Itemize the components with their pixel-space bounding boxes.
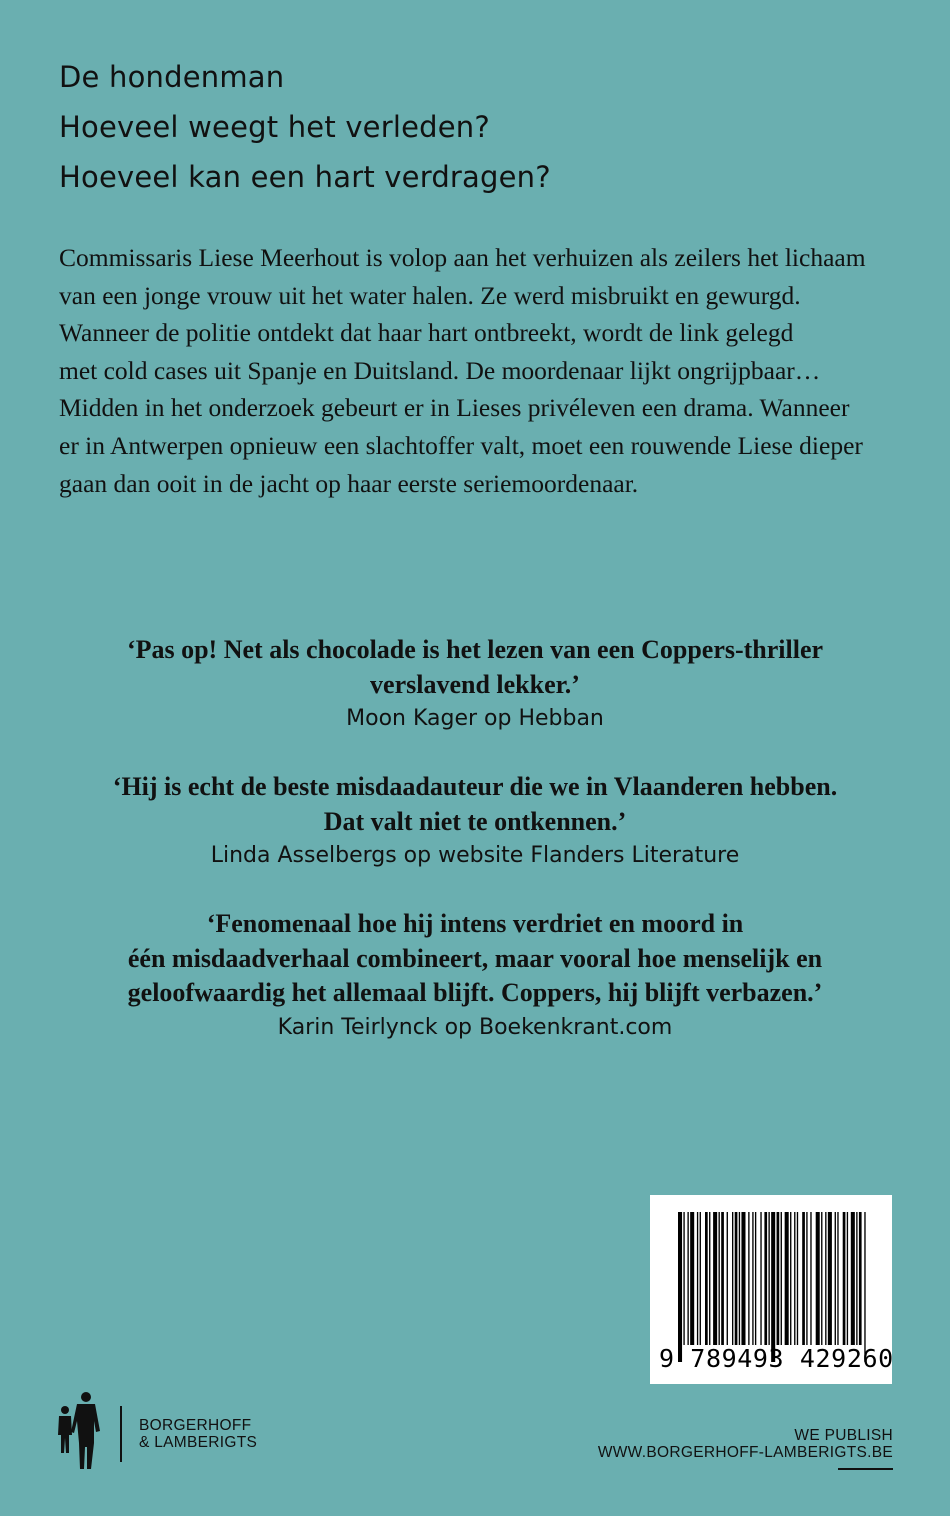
isbn-barcode [650, 1195, 892, 1384]
barcode-bar [835, 1212, 836, 1345]
review-quote [0, 770, 950, 873]
barcode-bar [851, 1212, 855, 1345]
review-quote [0, 907, 950, 1045]
barcode-bar [802, 1212, 805, 1345]
barcode-bar [719, 1212, 720, 1345]
barcode-bar [843, 1212, 846, 1345]
quote-line: ‘Fenomenaal hoe hij intens verdriet en moord in [206, 909, 744, 938]
publisher-line-1: BORGERHOFF [139, 1417, 252, 1434]
barcode-bar [790, 1212, 791, 1345]
publisher-website [598, 1427, 893, 1461]
barcode-bar [690, 1212, 694, 1345]
barcode-bar [760, 1212, 761, 1345]
barcode-bar [847, 1212, 848, 1345]
two-men-silhouette-icon [56, 1391, 104, 1471]
quote-text [0, 770, 950, 839]
barcode-bar [755, 1212, 756, 1345]
barcode-bar [697, 1212, 698, 1345]
barcode-bar [735, 1212, 738, 1345]
quote-text [0, 633, 950, 702]
barcode-bar [856, 1212, 857, 1345]
quote-text [0, 907, 950, 1011]
barcode-bar [825, 1212, 826, 1345]
blurb-line: van een jonge vrouw uit het water halen. Ze werd misbruikt en gewurgd. [59, 280, 801, 310]
blurb-line: Commissaris Liese Meerhout is volop aan het verhuizen als zeilers het lichaam [59, 243, 866, 272]
we-publish-tagline: WE PUBLISH [794, 1427, 893, 1444]
review-quotes [0, 633, 950, 1079]
logo-divider [120, 1406, 122, 1462]
blurb-line: er in Antwerpen opnieuw een slachtoffer valt, moet een rouwende Liese dieper [59, 430, 863, 460]
barcode-bar [785, 1212, 789, 1345]
barcode-bar [709, 1212, 710, 1345]
barcode-bar [700, 1212, 701, 1345]
blurb-line: met cold cases uit Spanje en Duitsland. De moordenaar lijkt ongrijpbaar… [59, 355, 821, 385]
barcode-bar [713, 1212, 717, 1345]
quote-source: Karin Teirlynck op Boekenkrant.com [277, 1014, 673, 1040]
barcode-bar [828, 1212, 832, 1345]
quote-line: Dat valt niet te ontkennen.’ [323, 806, 627, 836]
barcode-bar [777, 1212, 780, 1345]
barcode-bar [764, 1212, 767, 1345]
barcode-bar [797, 1212, 798, 1345]
barcode-bar [683, 1212, 684, 1345]
barcode-bar [721, 1212, 724, 1345]
blurb-paragraph [59, 239, 899, 502]
taglines [59, 52, 551, 202]
blurb-line: Midden in het onderzoek gebeurt er in Lieses privéleven een drama. Wanneer [59, 393, 850, 423]
publisher-name [139, 1417, 257, 1451]
barcode-bar [739, 1212, 740, 1345]
quote-line: één misdaadverhaal combineert, maar vooral hoe menselijk en [127, 943, 823, 973]
barcode-bar [837, 1212, 838, 1345]
blurb-line: gaan dan ooit in de jacht op haar eerste seriemoordenaar. [59, 468, 639, 498]
isbn-digits: 9 789493 429260 [659, 1344, 894, 1373]
barcode-bar [727, 1212, 728, 1345]
quote-source: Linda Asselbergs op website Flanders Literature [210, 843, 740, 868]
barcode-bar [705, 1212, 708, 1345]
barcode-bar [678, 1212, 682, 1362]
title-heading: De hondenman [59, 60, 285, 94]
barcode-bar [794, 1212, 795, 1345]
barcode-bar [816, 1212, 820, 1345]
barcode-bar [771, 1212, 775, 1362]
quote-line: verslavend lekker.’ [370, 669, 580, 699]
review-quote [0, 633, 950, 736]
barcode-bar [748, 1212, 749, 1345]
quote-line: geloofwaardig het allemaal blijft. Coppers, hij blijft verbazen.’ [127, 978, 823, 1007]
barcode-bar [732, 1212, 733, 1345]
tagline-heading-1: Hoeveel weegt het verleden? [59, 110, 490, 144]
publisher-line-2: & LAMBERIGTS [139, 1434, 258, 1451]
quote-line: ‘Hij is echt de beste misdaadauteur die we in Vlaanderen hebben. [112, 772, 838, 801]
blurb-line: Wanneer de politie ontdekt dat haar hart ontbreekt, wordt de link gelegd [59, 318, 794, 348]
barcode-bar [741, 1212, 745, 1345]
barcode-bar [821, 1212, 822, 1345]
tagline-heading-2: Hoeveel kan een hart verdragen? [59, 160, 551, 194]
quote-source: Moon Kager op Hebban [346, 706, 604, 731]
barcode-bar [768, 1212, 769, 1345]
barcode-bar [864, 1212, 865, 1362]
website-underline [838, 1468, 893, 1470]
website-url[interactable]: WWW.BORGERHOFF-LAMBERIGTS.BE [597, 1444, 893, 1461]
barcode-bar [859, 1212, 862, 1345]
barcode-bar [806, 1212, 807, 1345]
barcode-bar [687, 1212, 688, 1345]
barcode-bar [781, 1212, 782, 1345]
barcode-bar [810, 1212, 811, 1345]
quote-line: ‘Pas op! Net als chocolade is het lezen van een Coppers-thriller [126, 635, 824, 664]
barcode-bar [752, 1212, 753, 1345]
